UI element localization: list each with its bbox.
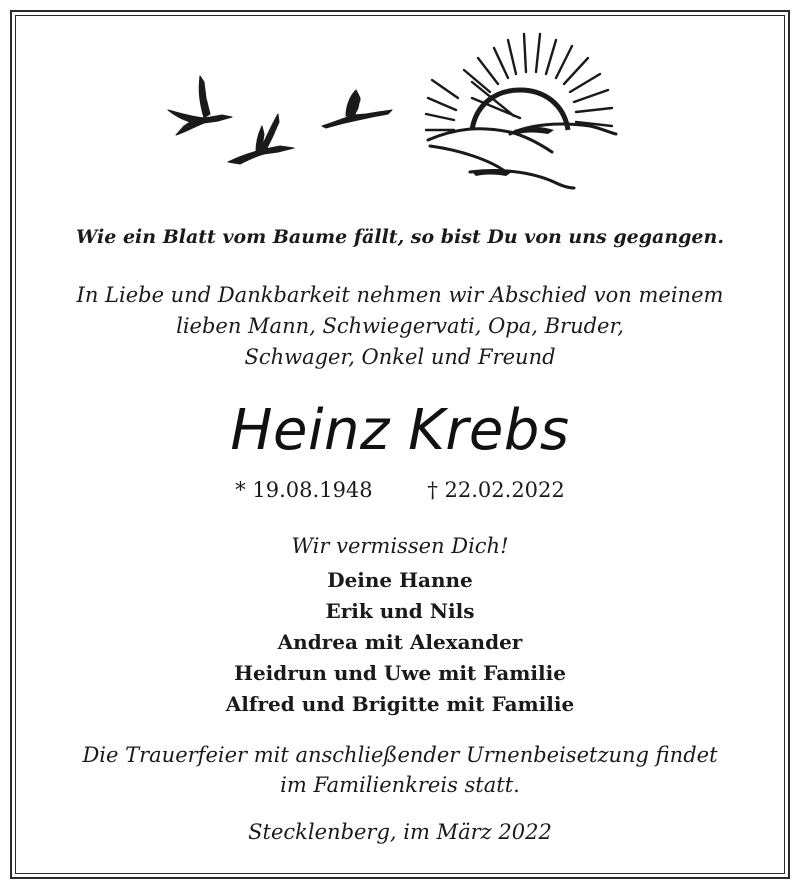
intro-text xyxy=(0,280,800,373)
birth-date: * 19.08.1948 xyxy=(235,478,373,502)
intro-line: lieben Mann, Schwiegervati, Opa, Bruder, xyxy=(176,314,624,338)
bird-icon xyxy=(228,114,294,164)
bird-icon xyxy=(168,76,232,135)
mourner-name: Heidrun und Uwe mit Familie xyxy=(234,661,566,685)
header-illustration xyxy=(160,22,630,192)
intro-line: Schwager, Onkel und Freund xyxy=(244,345,556,369)
service-line: Die Trauerfeier mit anschließender Urnenbeisetzung findet xyxy=(82,743,718,767)
mourner-name: Andrea mit Alexander xyxy=(277,630,523,654)
service-info xyxy=(0,740,800,800)
hills-icon xyxy=(428,124,616,188)
mourner-name: Erik und Nils xyxy=(325,599,475,623)
death-date: † 22.02.2022 xyxy=(427,478,565,502)
motto-line: Wie ein Blatt vom Baume fällt, so bist Du von uns gegangen. xyxy=(76,226,724,248)
bird-icon xyxy=(322,90,392,128)
miss-line: Wir vermissen Dich! xyxy=(291,534,509,558)
sun-rays xyxy=(426,34,612,130)
mourner-name: Alfred und Brigitte mit Familie xyxy=(225,692,575,716)
service-line: im Familienkreis statt. xyxy=(280,773,520,797)
life-dates xyxy=(0,478,800,502)
mourners-list xyxy=(0,565,800,720)
mourner-name: Deine Hanne xyxy=(327,568,473,592)
intro-line: In Liebe und Dankbarkeit nehmen wir Abschied von meinem xyxy=(76,283,724,307)
place-date: Stecklenberg, im März 2022 xyxy=(248,820,552,844)
deceased-name: Heinz Krebs xyxy=(230,398,570,463)
